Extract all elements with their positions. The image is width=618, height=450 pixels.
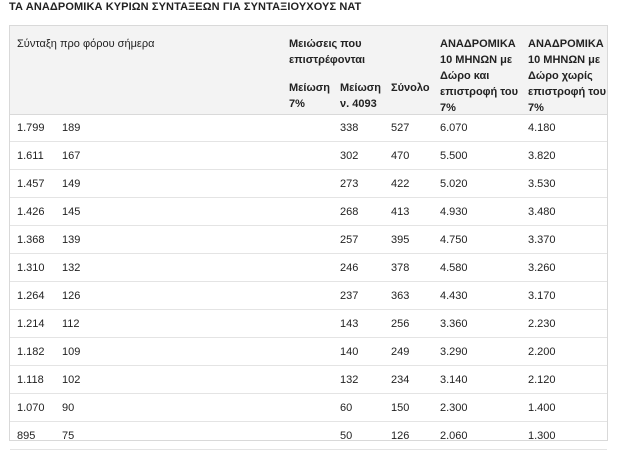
cell-retro-with-bonus: 3.360 <box>440 318 468 330</box>
cell-retro-without-bonus: 3.530 <box>528 178 556 190</box>
cell-retro-without-bonus: 2.120 <box>528 374 556 386</box>
cell-reduction-4093: 143 <box>340 318 359 330</box>
cell-total: 470 <box>391 150 410 162</box>
cell-retro-with-bonus: 2.300 <box>440 402 468 414</box>
cell-pension: 895 <box>17 430 36 442</box>
cell-retro-with-bonus: 5.020 <box>440 178 468 190</box>
cell-total: 150 <box>391 402 410 414</box>
header-retro-nobonus-line5: 7% <box>528 102 544 114</box>
cell-total: 413 <box>391 206 410 218</box>
cell-reduction-4093: 302 <box>340 150 359 162</box>
table-row <box>10 226 607 254</box>
table-row <box>10 310 607 338</box>
cell-reduction-4093: 60 <box>340 402 353 414</box>
cell-reduction-4093: 140 <box>340 346 359 358</box>
table-row <box>10 366 607 394</box>
cell-reduction-7: 149 <box>62 178 81 190</box>
cell-retro-without-bonus: 2.200 <box>528 346 556 358</box>
cell-retro-with-bonus: 3.290 <box>440 346 468 358</box>
cell-pension: 1.264 <box>17 290 45 302</box>
cell-retro-with-bonus: 4.580 <box>440 262 468 274</box>
cell-pension: 1.426 <box>17 206 45 218</box>
cell-reduction-7: 145 <box>62 206 81 218</box>
cell-retro-without-bonus: 3.370 <box>528 234 556 246</box>
cell-retro-with-bonus: 2.060 <box>440 430 468 442</box>
table-row <box>10 282 607 310</box>
cell-reduction-4093: 257 <box>340 234 359 246</box>
table-row <box>10 114 607 142</box>
cell-reduction-7: 126 <box>62 290 81 302</box>
cell-total: 256 <box>391 318 410 330</box>
table-row <box>10 338 607 366</box>
cell-retro-without-bonus: 3.260 <box>528 262 556 274</box>
header-reduction-7-line2: 7% <box>289 98 305 110</box>
table-row <box>10 198 607 226</box>
cell-retro-with-bonus: 6.070 <box>440 122 468 134</box>
header-reductions-line2: επιστρέφονται <box>289 54 366 66</box>
cell-retro-with-bonus: 4.750 <box>440 234 468 246</box>
cell-retro-with-bonus: 4.430 <box>440 290 468 302</box>
cell-reduction-4093: 246 <box>340 262 359 274</box>
table-header <box>10 26 607 115</box>
cell-pension: 1.457 <box>17 178 45 190</box>
cell-total: 422 <box>391 178 410 190</box>
cell-retro-without-bonus: 3.820 <box>528 150 556 162</box>
cell-total: 126 <box>391 430 410 442</box>
header-retro-bonus-line4: επιστροφή του <box>440 86 519 98</box>
cell-reduction-7: 189 <box>62 122 81 134</box>
cell-pension: 1.214 <box>17 318 45 330</box>
header-retro-nobonus-line3: Δώρο χωρίς <box>528 70 593 82</box>
cell-reduction-4093: 132 <box>340 374 359 386</box>
header-retro-bonus-line1: ΑΝΑΔΡΟΜΙΚΑ <box>440 38 516 50</box>
header-reduction-4093-line2: ν. 4093 <box>340 98 377 110</box>
cell-retro-with-bonus: 5.500 <box>440 150 468 162</box>
cell-pension: 1.368 <box>17 234 45 246</box>
cell-retro-with-bonus: 4.930 <box>440 206 468 218</box>
cell-reduction-7: 112 <box>62 318 80 330</box>
header-retro-bonus-line3: Δώρο και <box>440 70 490 82</box>
table-row <box>10 394 607 422</box>
cell-retro-without-bonus: 3.170 <box>528 290 556 302</box>
header-retro-bonus-line5: 7% <box>440 102 456 114</box>
cell-pension: 1.611 <box>17 150 44 162</box>
header-retro-nobonus-line2: 10 ΜΗΝΩΝ με <box>528 54 601 66</box>
retroactive-pensions-table <box>9 25 608 441</box>
header-reductions-line1: Μειώσεις που <box>289 38 362 50</box>
cell-retro-with-bonus: 3.140 <box>440 374 468 386</box>
cell-retro-without-bonus: 4.180 <box>528 122 556 134</box>
cell-pension: 1.070 <box>17 402 45 414</box>
cell-reduction-7: 167 <box>62 150 81 162</box>
cell-total: 234 <box>391 374 410 386</box>
cell-reduction-7: 109 <box>62 346 81 358</box>
cell-reduction-4093: 237 <box>340 290 359 302</box>
table-row <box>10 422 607 450</box>
table-row <box>10 170 607 198</box>
cell-reduction-7: 139 <box>62 234 81 246</box>
header-retro-bonus-line2: 10 ΜΗΝΩΝ με <box>440 54 513 66</box>
cell-total: 378 <box>391 262 410 274</box>
cell-reduction-7: 75 <box>62 430 75 442</box>
cell-total: 363 <box>391 290 410 302</box>
header-pension-today: Σύνταξη προ φόρου σήμερα <box>17 38 155 50</box>
cell-retro-without-bonus: 2.230 <box>528 318 556 330</box>
cell-pension: 1.118 <box>17 374 44 386</box>
header-retro-nobonus-line1: ΑΝΑΔΡΟΜΙΚΑ <box>528 38 604 50</box>
cell-pension: 1.310 <box>17 262 45 274</box>
cell-pension: 1.799 <box>17 122 45 134</box>
table-row <box>10 254 607 282</box>
cell-total: 249 <box>391 346 410 358</box>
cell-retro-without-bonus: 3.480 <box>528 206 556 218</box>
page-title: ΤΑ ΑΝΑΔΡΟΜΙΚΑ ΚΥΡΙΩΝ ΣΥΝΤΑΞΕΩΝ ΓΙΑ ΣΥΝΤΑΞΙΟΥΧΟΥΣ ΝΑΤ <box>9 1 362 13</box>
cell-pension: 1.182 <box>17 346 45 358</box>
cell-reduction-7: 90 <box>62 402 75 414</box>
cell-reduction-7: 102 <box>62 374 81 386</box>
cell-retro-without-bonus: 1.400 <box>528 402 556 414</box>
header-reduction-7-line1: Μείωση <box>289 82 330 94</box>
cell-total: 395 <box>391 234 410 246</box>
cell-reduction-4093: 338 <box>340 122 359 134</box>
cell-total: 527 <box>391 122 410 134</box>
table-row <box>10 142 607 170</box>
cell-reduction-7: 132 <box>62 262 81 274</box>
cell-reduction-4093: 268 <box>340 206 359 218</box>
header-total: Σύνολο <box>391 82 430 94</box>
header-retro-nobonus-line4: επιστροφή του <box>528 86 607 98</box>
cell-retro-without-bonus: 1.300 <box>528 430 556 442</box>
header-reduction-4093-line1: Μείωση <box>340 82 381 94</box>
cell-reduction-4093: 50 <box>340 430 353 442</box>
cell-reduction-4093: 273 <box>340 178 359 190</box>
